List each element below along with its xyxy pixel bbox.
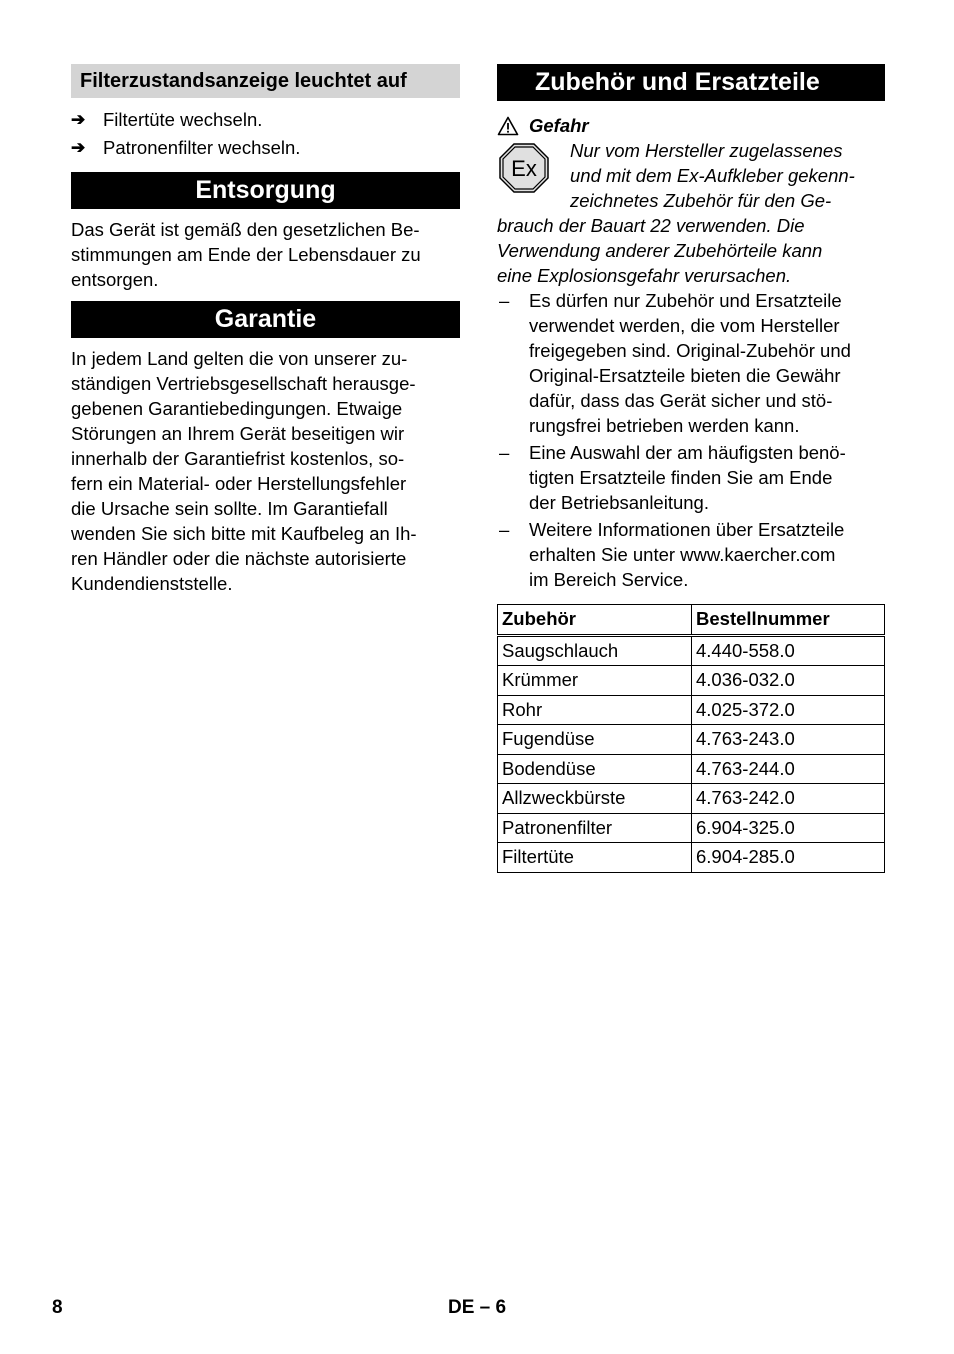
- table-row: Krümmer 4.036-032.0: [498, 666, 885, 696]
- warning-triangle-icon: [497, 116, 519, 136]
- table-row: Saugschlauch 4.440-558.0: [498, 635, 885, 666]
- left-column: [71, 64, 460, 596]
- list-item: ➔ Filtertüte wechseln.: [71, 106, 460, 134]
- entsorgung-text: Das Gerät ist gemäß den gesetzlichen Be- stimmungen am Ende der Lebensdauer zu entsorgen.: [71, 219, 421, 290]
- danger-notice: Ex Nur vom Hersteller zugelassenes und mit dem Ex-Aufkleber gekenn- zeichnetes Zubehör für den Ge- brauch der Bauart 22 verwenden. Die Verwendung anderer Zubehörteile kann eine Explosionsgefahr verursachen.: [497, 140, 855, 286]
- list-item: – Eine Auswahl der am häufigsten benö- tigten Ersatzteile finden Sie am Ende der Betriebsanleitung.: [499, 442, 846, 513]
- table-row: Bodendüse 4.763-244.0: [498, 754, 885, 784]
- right-column: [497, 64, 885, 873]
- filter-indicator-heading: Filterzustandsanzeige leuchtet auf: [71, 64, 460, 98]
- page-number: 8: [52, 1297, 63, 1318]
- garantie-heading: Garantie: [71, 301, 460, 338]
- table-row: Fugendüse 4.763-243.0: [498, 725, 885, 755]
- ex-atex-icon: [498, 142, 550, 194]
- list-item: ➔ Patronenfilter wechseln.: [71, 134, 460, 162]
- dash-bullet: –: [499, 442, 510, 463]
- accessory-notes-list: [497, 288, 885, 592]
- accessories-table: [497, 604, 885, 873]
- list-item: – Weitere Informationen über Ersatzteile erhalten Sie unter www.kaercher.com im Bereich Service.: [499, 519, 845, 590]
- accessories-heading: Zubehör und Ersatzteile: [497, 64, 885, 101]
- table-row: Patronenfilter 6.904-325.0: [498, 813, 885, 843]
- section-page-label: DE – 6: [448, 1297, 507, 1318]
- dash-bullet: –: [499, 290, 510, 311]
- table-row: Allzweckbürste 4.763-242.0: [498, 784, 885, 814]
- column-header: Bestellnummer: [692, 605, 885, 636]
- list-item: – Es dürfen nur Zubehör und Ersatzteile verwendet werden, die vom Hersteller freigegeben sind. Original-Zubehör und Original-Ersatzteile bieten die Gewähr dafür, dass das Gerät sicher und stö- rungsfrei betrieben werden kann.: [499, 290, 851, 436]
- dash-bullet: –: [499, 519, 510, 540]
- table-row: Rohr 4.025-372.0: [498, 695, 885, 725]
- arrow-right-icon: ➔: [71, 138, 86, 157]
- garantie-text: In jedem Land gelten die von unserer zu- ständigen Vertriebsgesellschaft herausge- gebenen Garantiebedingungen. Etwaige Störungen an Ihrem Gerät beseitigen wir innerhalb der Garantiefrist kostenlos, so- fern ein Material- oder Herstellungsfehler die Ursache sein sollte. Im Garantiefall wenden Sie sich bitte mit Kaufbeleg an Ih- ren Händler oder die nächste autorisierte Kundendienststelle.: [71, 348, 417, 594]
- svg-text:Ex: Ex: [511, 156, 537, 181]
- filter-action-list: [71, 106, 460, 162]
- column-header: Zubehör: [498, 605, 692, 636]
- entsorgung-heading: Entsorgung: [71, 172, 460, 209]
- table-row: Filtertüte 6.904-285.0: [498, 843, 885, 873]
- danger-label: Gefahr: [497, 113, 885, 138]
- arrow-right-icon: ➔: [71, 110, 86, 129]
- table-header-row: [498, 605, 885, 636]
